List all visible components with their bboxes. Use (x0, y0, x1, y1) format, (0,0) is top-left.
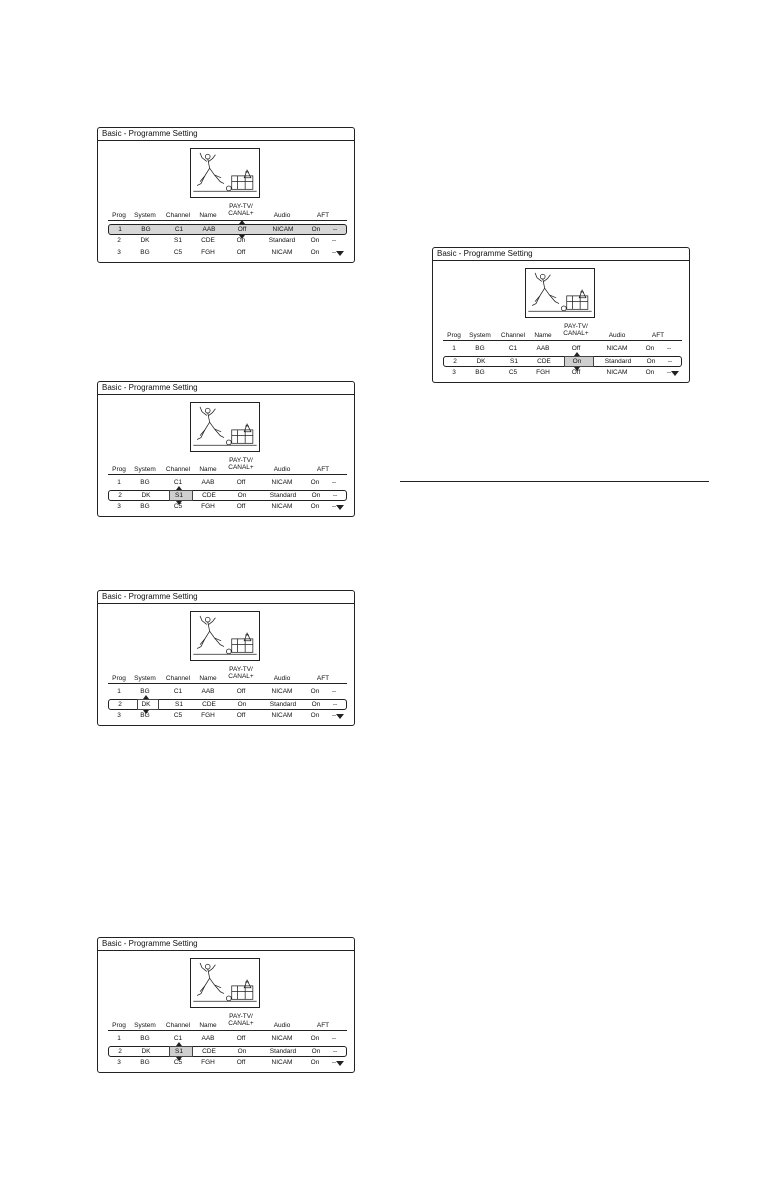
cell-prog: 3 (117, 1059, 121, 1066)
cell-name: CDE (201, 237, 215, 244)
column-header-audio: Audio (273, 675, 291, 682)
programme-setting-panel (432, 247, 690, 383)
cell-audio: NICAM (271, 249, 293, 256)
column-header-paytv: CANAL+ (228, 673, 254, 680)
column-header-channel: Channel (165, 212, 191, 219)
cell-channel: C1 (173, 479, 183, 486)
cell-system: BG (475, 345, 485, 352)
cell-channel: C1 (173, 688, 183, 695)
column-header-prog: Prog (112, 1022, 126, 1029)
header-divider (443, 340, 682, 341)
cell-extra: -- (331, 712, 337, 719)
cell-prog: 2 (118, 492, 122, 499)
cell-paytv: On (572, 358, 582, 365)
column-header-paytv: PAY-TV/ (229, 203, 253, 210)
cell-channel: S1 (174, 237, 182, 244)
cell-extra: -- (331, 688, 337, 695)
cell-name: CDE (202, 492, 216, 499)
cell-paytv: On (237, 701, 247, 708)
cell-system: BG (141, 226, 151, 233)
adjust-up-arrow-icon[interactable] (176, 1042, 182, 1046)
panel-title: Basic - Programme Setting (98, 591, 354, 604)
header-divider (108, 1030, 347, 1031)
programme-setting-panel (97, 590, 355, 726)
adjust-up-arrow-icon[interactable] (176, 486, 182, 490)
cell-audio: Standard (269, 1048, 297, 1055)
programme-row[interactable] (443, 356, 682, 367)
cell-extra: -- (331, 479, 337, 486)
programme-row[interactable] (108, 490, 347, 501)
cell-extra: -- (331, 1059, 337, 1066)
column-header-channel: Channel (165, 1022, 191, 1029)
cell-system: DK (141, 492, 151, 499)
adjust-up-arrow-icon[interactable] (143, 695, 149, 699)
panel-title: Basic - Programme Setting (98, 938, 354, 951)
cell-aft: On (311, 1048, 321, 1055)
cell-channel: S1 (510, 358, 518, 365)
header-divider (108, 683, 347, 684)
cell-paytv: Off (236, 249, 246, 256)
cell-paytv: Off (237, 226, 247, 233)
cell-prog: 2 (118, 1048, 122, 1055)
cell-audio: NICAM (271, 1059, 293, 1066)
programme-row[interactable] (108, 1046, 347, 1057)
cell-aft: On (310, 688, 320, 695)
column-header-name: Name (199, 466, 217, 473)
column-header-channel: Channel (165, 466, 191, 473)
football-player-picture (525, 268, 595, 318)
cell-audio: NICAM (606, 369, 628, 376)
cell-paytv: On (236, 237, 246, 244)
programme-row[interactable] (108, 711, 347, 722)
scroll-down-arrow-icon[interactable] (336, 714, 344, 719)
programme-row[interactable] (108, 1058, 347, 1069)
scroll-down-arrow-icon[interactable] (336, 505, 344, 510)
cell-audio: NICAM (271, 1035, 293, 1042)
column-header-aft: AFT (316, 675, 330, 682)
programme-row[interactable] (108, 478, 347, 489)
cell-paytv: Off (236, 688, 246, 695)
cell-audio: Standard (269, 492, 297, 499)
cell-channel: C1 (508, 345, 518, 352)
cell-audio: NICAM (271, 503, 293, 510)
cell-audio: Standard (268, 237, 296, 244)
cell-name: AAB (202, 226, 216, 233)
cell-name: FGH (201, 712, 215, 719)
cell-system: BG (475, 369, 485, 376)
column-header-audio: Audio (273, 212, 291, 219)
cell-aft: On (311, 492, 321, 499)
column-header-aft: AFT (651, 332, 665, 339)
cell-aft: On (310, 1035, 320, 1042)
cell-aft: On (310, 1059, 320, 1066)
column-header-channel: Channel (500, 332, 526, 339)
column-header-system: System (134, 212, 156, 219)
football-player-picture (190, 958, 260, 1008)
programme-row[interactable] (108, 502, 347, 513)
cell-extra: -- (332, 701, 338, 708)
cell-prog: 2 (453, 358, 457, 365)
column-header-system: System (134, 466, 156, 473)
adjust-up-arrow-icon[interactable] (239, 220, 245, 224)
programme-row[interactable] (108, 699, 347, 710)
cell-prog: 1 (452, 345, 456, 352)
cell-name: AAB (536, 345, 550, 352)
cell-paytv: On (237, 492, 247, 499)
cell-channel: C5 (173, 1059, 183, 1066)
header-divider (108, 220, 347, 221)
cell-extra: -- (332, 226, 338, 233)
cell-prog: 3 (117, 712, 121, 719)
cell-aft: On (645, 345, 655, 352)
cell-channel: C5 (173, 503, 183, 510)
cell-extra: -- (331, 249, 337, 256)
cell-aft: On (311, 701, 321, 708)
programme-row[interactable] (108, 1034, 347, 1045)
column-header-name: Name (199, 1022, 217, 1029)
cell-aft: On (310, 479, 320, 486)
cell-name: FGH (536, 369, 550, 376)
column-header-audio: Audio (273, 1022, 291, 1029)
scroll-down-arrow-icon[interactable] (671, 371, 679, 376)
cell-extra: -- (332, 1048, 338, 1055)
cell-aft: On (645, 369, 655, 376)
cell-extra: -- (331, 237, 337, 244)
cell-extra: -- (331, 503, 337, 510)
header-divider (108, 474, 347, 475)
cell-channel: C5 (173, 712, 183, 719)
column-header-paytv: CANAL+ (563, 330, 589, 337)
column-header-audio: Audio (273, 466, 291, 473)
programme-setting-panel (97, 127, 355, 263)
cell-aft: On (310, 712, 320, 719)
cell-system: BG (140, 249, 150, 256)
cell-name: FGH (201, 503, 215, 510)
column-header-paytv: CANAL+ (228, 464, 254, 471)
cell-aft: On (310, 249, 320, 256)
cell-system: BG (140, 1035, 150, 1042)
column-header-paytv: PAY-TV/ (229, 666, 253, 673)
cell-name: FGH (201, 249, 215, 256)
cell-aft: On (311, 226, 321, 233)
column-header-system: System (469, 332, 491, 339)
cell-channel: S1 (175, 701, 183, 708)
cell-paytv: Off (571, 369, 581, 376)
column-header-aft: AFT (316, 212, 330, 219)
cell-system: DK (141, 1048, 151, 1055)
column-header-paytv: PAY-TV/ (229, 457, 253, 464)
cell-audio: NICAM (272, 226, 294, 233)
cell-prog: 2 (117, 237, 121, 244)
column-header-system: System (134, 675, 156, 682)
cell-channel: C5 (508, 369, 518, 376)
football-player-picture (190, 148, 260, 198)
cell-aft: On (310, 237, 320, 244)
cell-name: CDE (202, 701, 216, 708)
football-player-picture (190, 611, 260, 661)
column-header-name: Name (199, 212, 217, 219)
football-player-picture (190, 402, 260, 452)
cell-channel: S1 (175, 1048, 183, 1055)
column-header-prog: Prog (112, 466, 126, 473)
column-header-paytv: CANAL+ (228, 210, 254, 217)
column-header-name: Name (534, 332, 552, 339)
cell-prog: 1 (117, 479, 121, 486)
cell-extra: -- (666, 369, 672, 376)
cell-paytv: Off (236, 479, 246, 486)
programme-setting-panel (97, 937, 355, 1073)
cell-name: FGH (201, 1059, 215, 1066)
panel-title: Basic - Programme Setting (98, 128, 354, 141)
cell-prog: 1 (117, 1035, 121, 1042)
cell-system: DK (476, 358, 486, 365)
cell-prog: 3 (452, 369, 456, 376)
column-header-paytv: PAY-TV/ (229, 1013, 253, 1020)
cell-channel: C1 (174, 226, 184, 233)
cell-paytv: Off (236, 1059, 246, 1066)
panel-title: Basic - Programme Setting (433, 248, 689, 261)
cell-system: BG (140, 688, 150, 695)
cell-audio: NICAM (271, 479, 293, 486)
cell-extra: -- (666, 345, 672, 352)
cell-extra: -- (332, 492, 338, 499)
cell-prog: 1 (117, 688, 121, 695)
cell-system: BG (140, 503, 150, 510)
programme-row[interactable] (108, 236, 347, 247)
column-header-aft: AFT (316, 466, 330, 473)
column-header-prog: Prog (447, 332, 461, 339)
column-header-audio: Audio (608, 332, 626, 339)
column-header-system: System (134, 1022, 156, 1029)
programme-setting-panel (97, 381, 355, 517)
column-header-paytv: PAY-TV/ (564, 323, 588, 330)
cell-audio: NICAM (271, 688, 293, 695)
cell-aft: On (310, 503, 320, 510)
cell-system: BG (140, 479, 150, 486)
cell-prog: 3 (117, 249, 121, 256)
cell-extra: -- (331, 1035, 337, 1042)
cell-paytv: Off (236, 503, 246, 510)
panel-title: Basic - Programme Setting (98, 382, 354, 395)
cell-channel: C5 (173, 249, 183, 256)
cell-system: DK (140, 237, 150, 244)
cell-prog: 2 (118, 701, 122, 708)
cell-name: AAB (201, 1035, 215, 1042)
column-header-channel: Channel (165, 675, 191, 682)
programme-row[interactable] (443, 368, 682, 379)
cell-channel: C1 (173, 1035, 183, 1042)
column-header-prog: Prog (112, 212, 126, 219)
cell-system: DK (141, 701, 151, 708)
column-header-paytv: CANAL+ (228, 1020, 254, 1027)
cell-name: CDE (202, 1048, 216, 1055)
column-header-aft: AFT (316, 1022, 330, 1029)
scroll-down-arrow-icon[interactable] (336, 251, 344, 256)
cell-channel: S1 (175, 492, 183, 499)
cell-system: BG (140, 1059, 150, 1066)
cell-system: BG (140, 712, 150, 719)
section-divider (400, 481, 709, 482)
cell-paytv: Off (236, 1035, 246, 1042)
cell-prog: 3 (117, 503, 121, 510)
cell-audio: Standard (604, 358, 632, 365)
programme-row[interactable] (108, 224, 347, 235)
cell-paytv: On (237, 1048, 247, 1055)
cell-prog: 1 (118, 226, 122, 233)
programme-row[interactable] (443, 344, 682, 355)
cell-paytv: Off (236, 712, 246, 719)
adjust-up-arrow-icon[interactable] (574, 352, 580, 356)
cell-audio: NICAM (606, 345, 628, 352)
cell-paytv: Off (571, 345, 581, 352)
scroll-down-arrow-icon[interactable] (336, 1061, 344, 1066)
cell-name: CDE (537, 358, 551, 365)
column-header-prog: Prog (112, 675, 126, 682)
cell-extra: -- (667, 358, 673, 365)
cell-audio: NICAM (271, 712, 293, 719)
cell-name: AAB (201, 688, 215, 695)
cell-aft: On (646, 358, 656, 365)
programme-row[interactable] (108, 248, 347, 259)
cell-name: AAB (201, 479, 215, 486)
cell-audio: Standard (269, 701, 297, 708)
column-header-name: Name (199, 675, 217, 682)
